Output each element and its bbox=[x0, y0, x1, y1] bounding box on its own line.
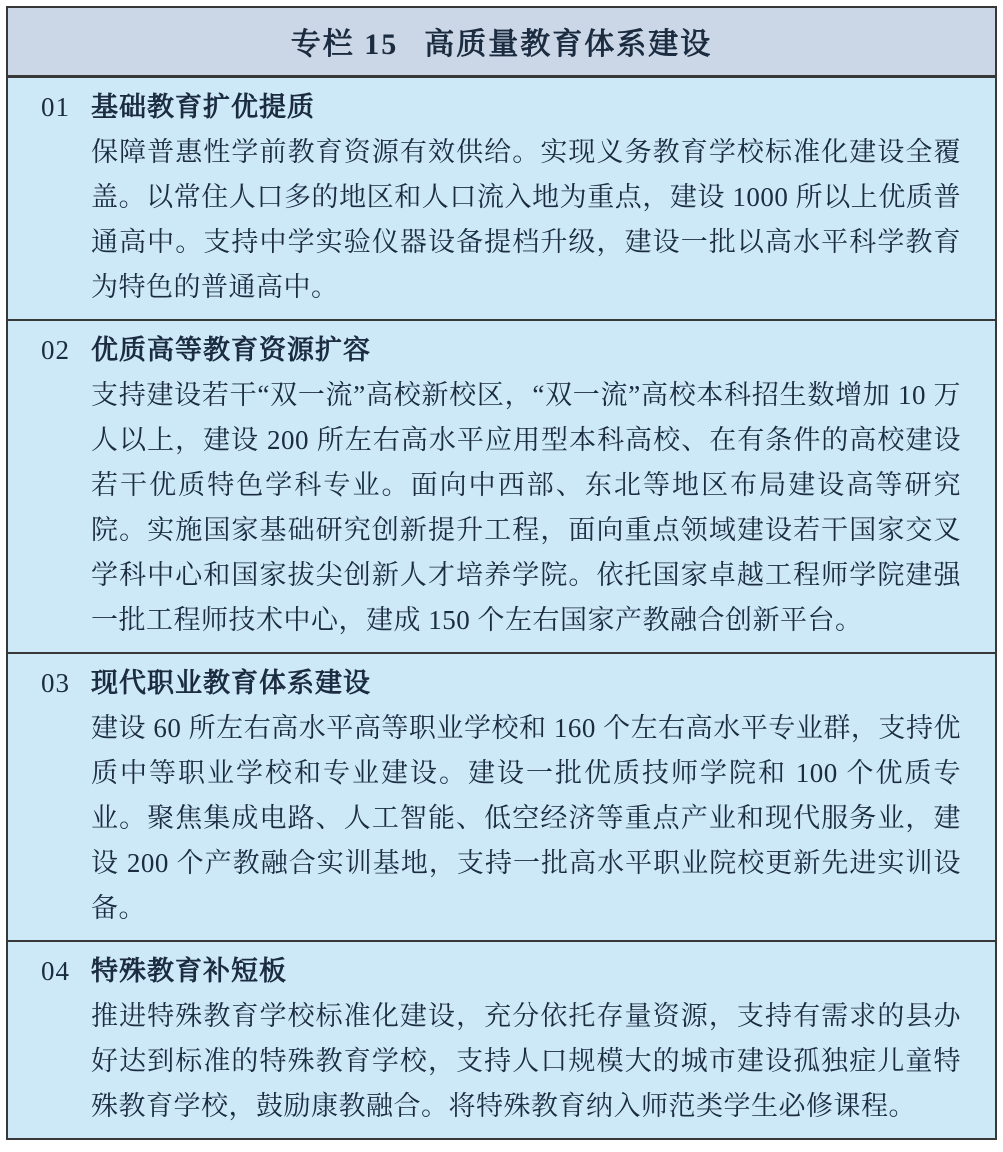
policy-box bbox=[6, 6, 997, 1140]
section-body: 建设 60 所左右高水平高等职业学校和 160 个左右高水平专业群，支持优质中等职业学校和专业建设。建设一批优质技师学院和 100 个优质专业。聚焦集成电路、人工智能、低空经济等重点产业和现代服务业，建设 200 个产教融合实训基地，支持一批高水平职业院校更新先进实训设备。 bbox=[91, 713, 961, 923]
box-header bbox=[8, 8, 995, 78]
section-title-row bbox=[41, 661, 961, 706]
section-title: 现代职业教育体系建设 bbox=[91, 668, 371, 698]
section-body: 推进特殊教育学校标准化建设，充分依托存量资源，支持有需求的县办好达到标准的特殊教育学校，支持人口规模大的城市建设孤独症儿童特殊教育学校，鼓励康教融合。将特殊教育纳入师范类学生必修课程。 bbox=[91, 1001, 961, 1121]
box-header-title: 高质量教育体系建设 bbox=[424, 28, 713, 61]
section-higher-education bbox=[8, 319, 995, 652]
section-body: 支持建设若干“双一流”高校新校区，“双一流”高校本科招生数增加 10 万人以上，建设 200 所左右高水平应用型本科高校、在有条件的高校建设若干优质特色学科专业。面向中西部、东北等地区布局建设高等研究院。实施国家基础研究创新提升工程，面向重点领域建设若干国家交叉学科中心和国家拔尖创新人才培养学院。依托国家卓越工程师学院建强一批工程师技术中心，建成 150 个左右国家产教融合创新平台。 bbox=[91, 380, 961, 635]
section-title: 优质高等教育资源扩容 bbox=[91, 335, 371, 365]
section-basic-education bbox=[8, 78, 995, 319]
section-number: 01 bbox=[41, 92, 70, 122]
section-title-row bbox=[41, 949, 961, 994]
section-title: 基础教育扩优提质 bbox=[91, 92, 315, 122]
section-number: 04 bbox=[41, 956, 70, 986]
section-title-row bbox=[41, 85, 961, 130]
section-number: 03 bbox=[41, 668, 70, 698]
section-number: 02 bbox=[41, 335, 70, 365]
section-body: 保障普惠性学前教育资源有效供给。实现义务教育学校标准化建设全覆盖。以常住人口多的地区和人口流入地为重点，建设 1000 所以上优质普通高中。支持中学实验仪器设备提档升级，建设一批以高水平科学教育为特色的普通高中。 bbox=[91, 137, 961, 302]
section-title: 特殊教育补短板 bbox=[91, 956, 287, 986]
section-vocational-education bbox=[8, 652, 995, 940]
section-title-row bbox=[41, 328, 961, 373]
section-special-education bbox=[8, 940, 995, 1138]
box-header-label: 专栏 15 bbox=[290, 28, 399, 61]
